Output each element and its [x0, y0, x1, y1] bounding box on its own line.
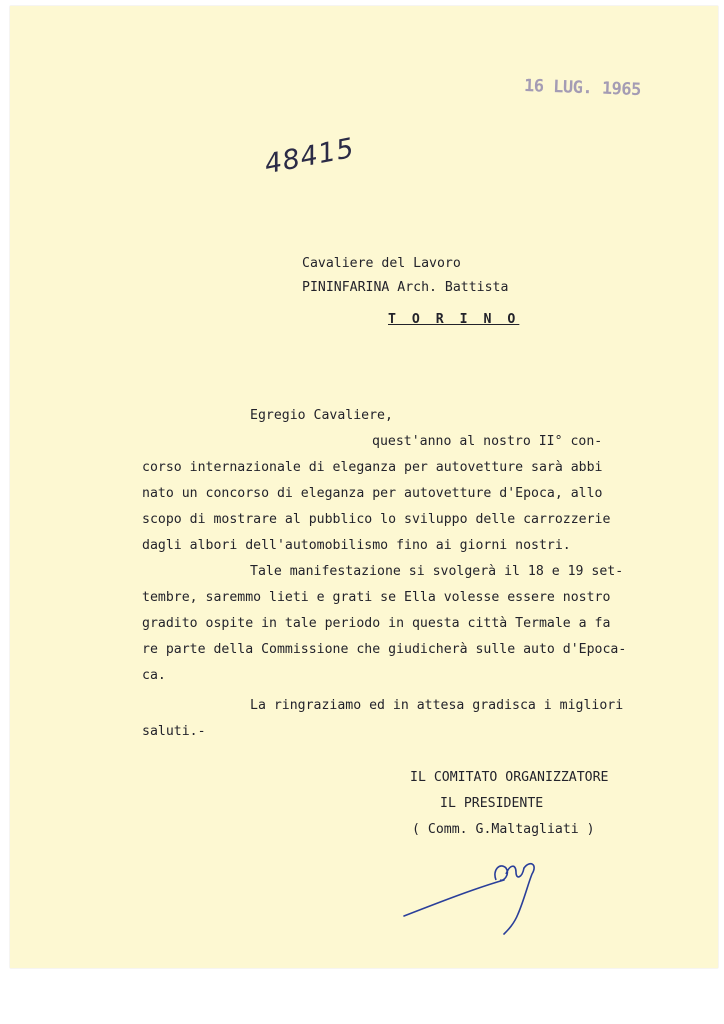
- signatory-name: ( Comm. G.Maltagliati ): [412, 822, 595, 837]
- recipient-name: PININFARINA Arch. Battista: [302, 280, 509, 295]
- salutation: Egregio Cavaliere,: [250, 408, 393, 423]
- paragraph-2-line-1: Tale manifestazione si svolgerà il 18 e 19 set-: [250, 564, 624, 579]
- recipient-city: T O R I N O: [388, 312, 520, 327]
- recipient-title: Cavaliere del Lavoro: [302, 256, 461, 271]
- paragraph-1-line-3: nato un concorso di eleganza per autovetture d'Epoca, allo: [142, 486, 603, 501]
- paragraph-2-line-2: tembre, saremmo lieti e grati se Ella volesse essere nostro: [142, 590, 611, 605]
- committee-title: IL COMITATO ORGANIZZATORE: [410, 770, 609, 785]
- paragraph-1-line-2: corso internazionale di eleganza per autovetture sarà abbi: [142, 460, 603, 475]
- paragraph-1-line-1: quest'anno al nostro II° con-: [372, 434, 603, 449]
- paragraph-3-line-2: saluti.-: [142, 724, 206, 739]
- paragraph-2-line-4: re parte della Commissione che giudicherà sulle auto d'Epoca-: [142, 642, 627, 657]
- handwritten-signature: [400, 850, 560, 940]
- paragraph-2-line-5: ca.: [142, 668, 166, 683]
- paragraph-2-line-3: gradito ospite in tale periodo in questa città Termale a fa: [142, 616, 611, 631]
- handwritten-reference-number: 48415: [262, 132, 358, 181]
- date-stamp: 16 LUG. 1965: [523, 75, 642, 101]
- paragraph-1-line-4: scopo di mostrare al pubblico lo sviluppo delle carrozzerie: [142, 512, 611, 527]
- paragraph-3-line-1: La ringraziamo ed in attesa gradisca i migliori: [250, 698, 624, 713]
- president-title: IL PRESIDENTE: [440, 796, 544, 811]
- paragraph-1-line-5: dagli albori dell'automobilismo fino ai giorni nostri.: [142, 538, 571, 553]
